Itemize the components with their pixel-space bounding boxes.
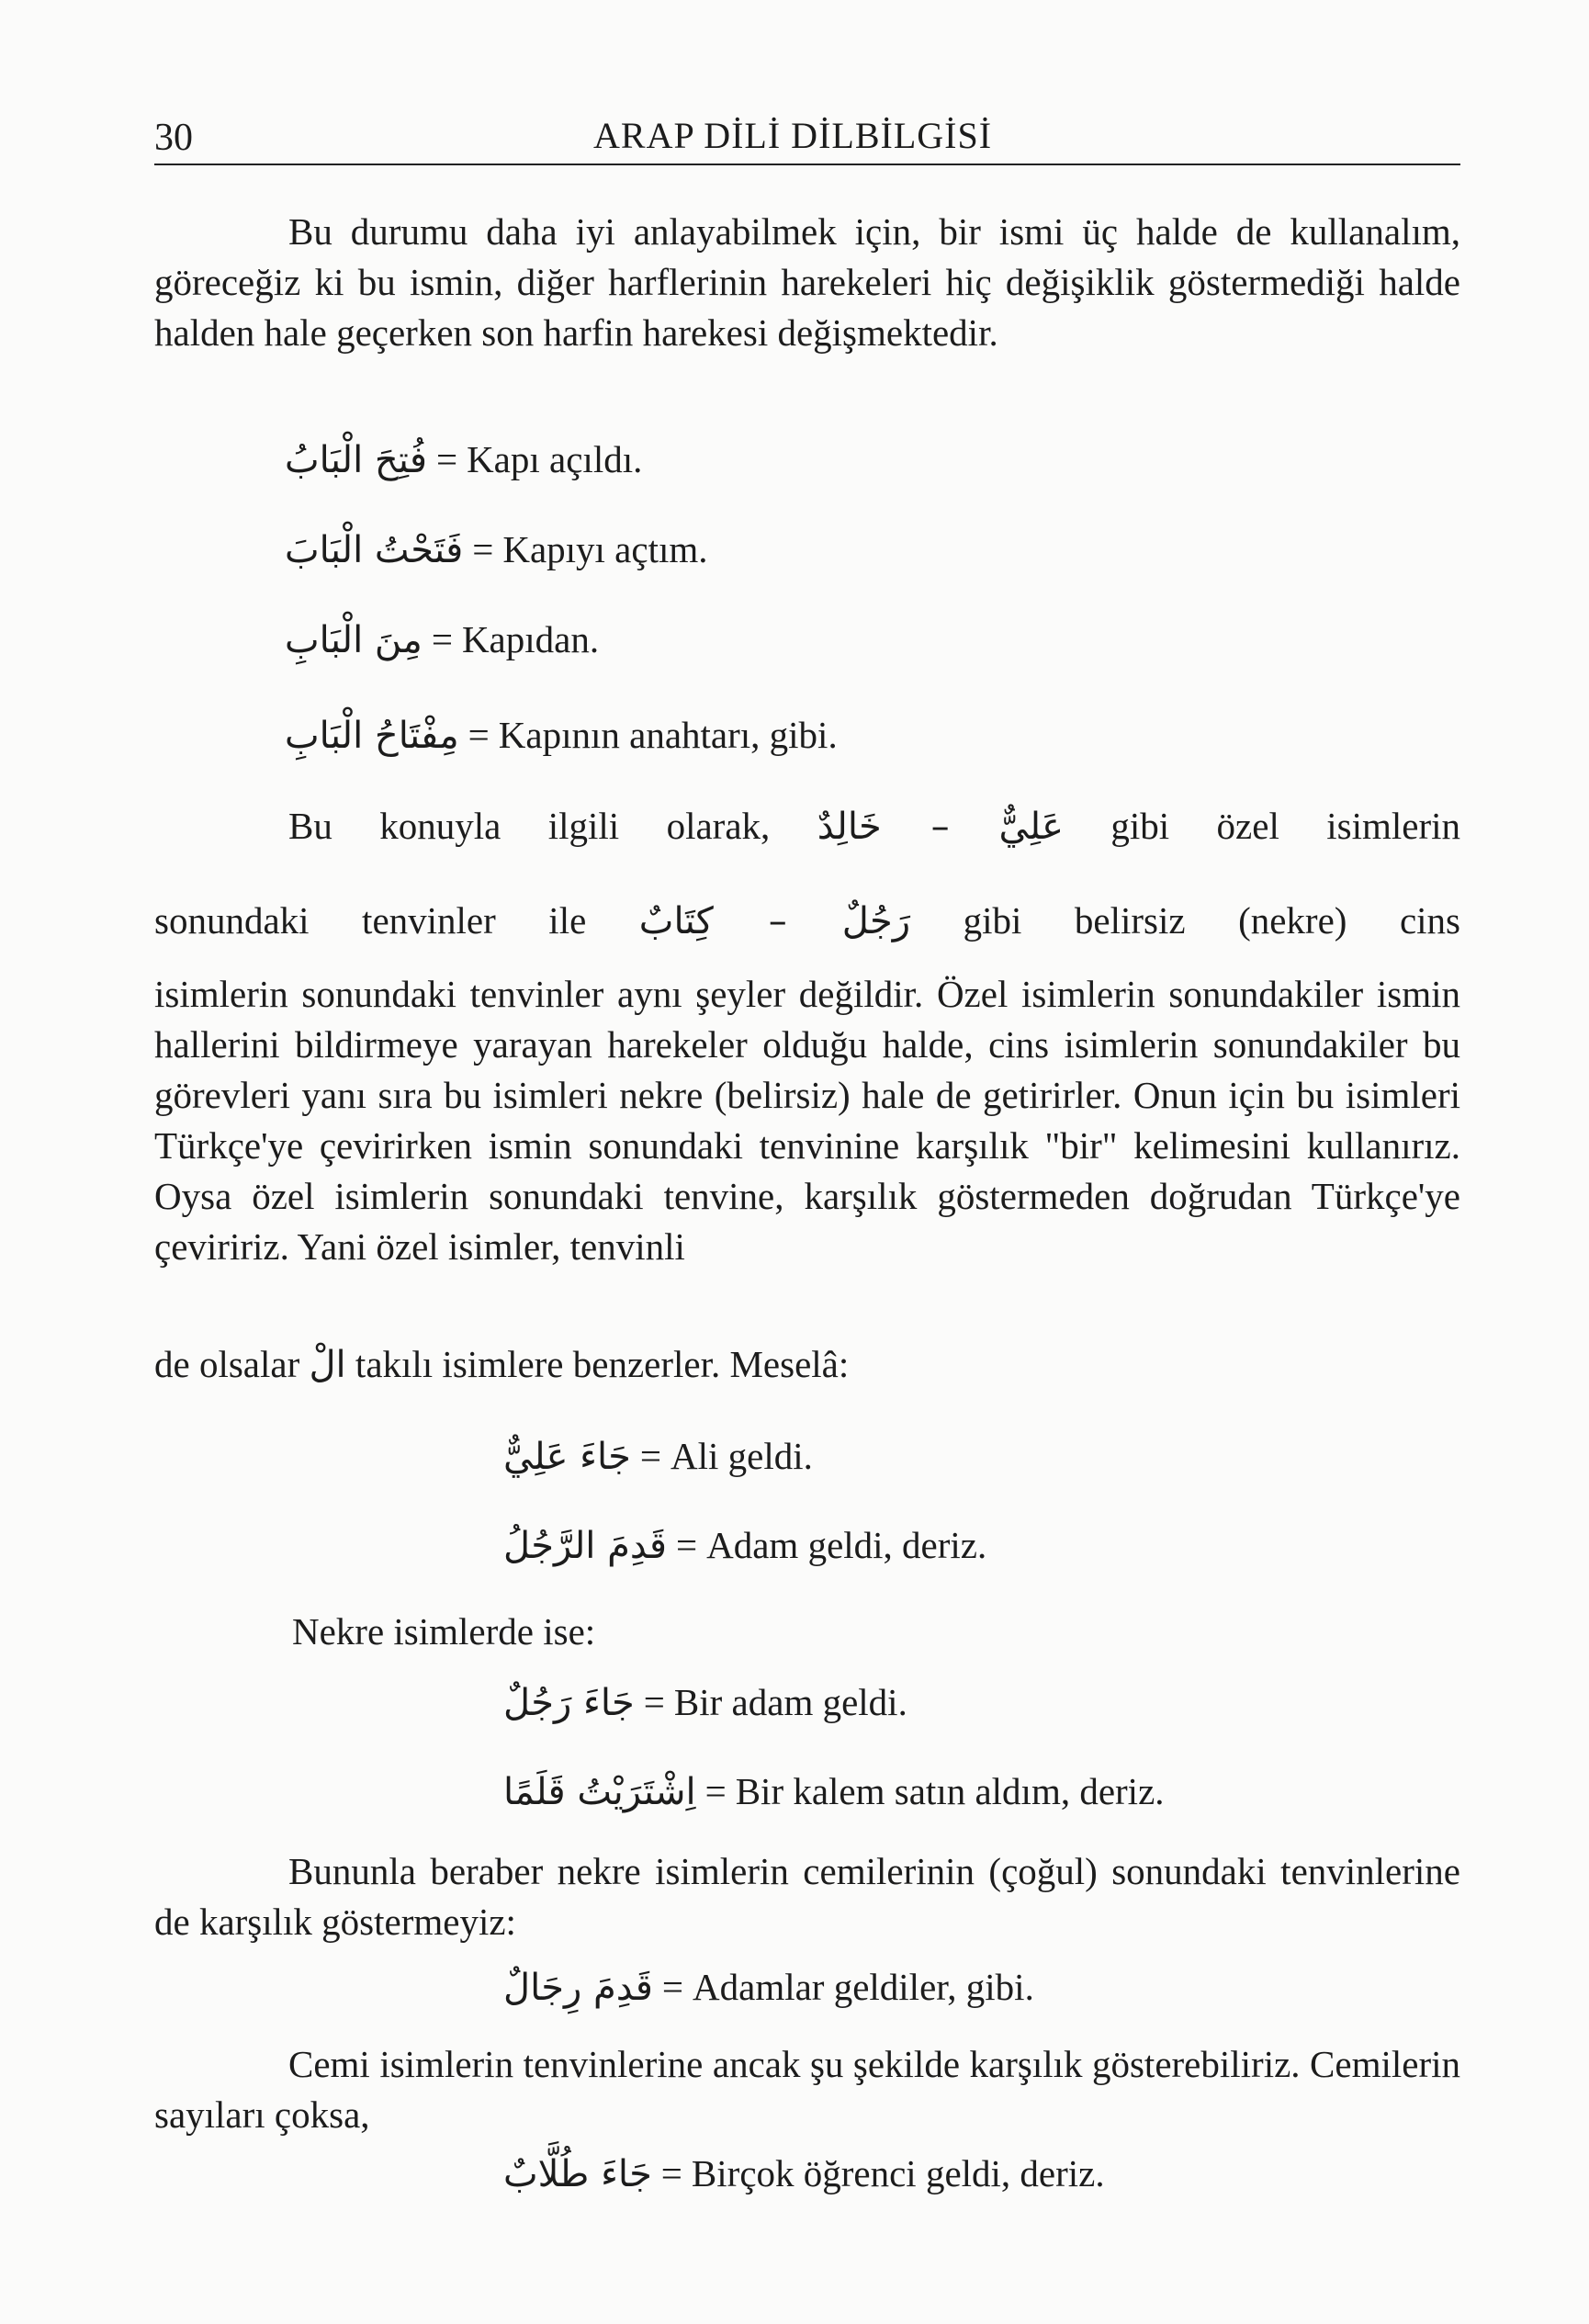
- paragraph-2-line-1: [154, 801, 1460, 856]
- equals-sign: =: [431, 618, 453, 660]
- paragraph-2-line-2: [154, 896, 1460, 951]
- page-header: [154, 108, 1460, 165]
- example-row: [285, 707, 838, 763]
- example-row: [503, 1428, 813, 1484]
- translation: Ali geldi.: [671, 1435, 813, 1477]
- example-row: [503, 2146, 1105, 2202]
- paragraph-2-body: isimlerin sonundaki tenvinler aynı şeyler değildir. Özel isimlerin sonundakiler ismin hallerini bildirmeye yarayan harekeler olduğu halde, cins isimlerin sonundakiler bu görevleri yanı sıra bu isimleri nekre (belirsiz) hale de getirirler. Onun için bu isimleri Türkçe'ye çevirirken ismin sonundaki tenvinine karşılık "bir" kelimesini kullanırız. Oysa özel isimlerin sonundaki tenvine, karşılık göstermeden doğrudan Türkçe'ye çeviririz. Yani özel isimler, tenvinli: [154, 973, 1460, 1268]
- translation: Kapı açıldı.: [467, 438, 643, 480]
- translation: Birçok öğrenci geldi, deriz.: [691, 2152, 1105, 2194]
- equals-sign: =: [468, 714, 490, 756]
- translation: Adam geldi, deriz.: [706, 1524, 987, 1566]
- arabic-phrase: مِنَ الْبَابِ: [285, 619, 423, 661]
- paragraph-2-text: gibi özel isimlerin: [1110, 805, 1461, 847]
- translation: Kapıdan.: [461, 618, 600, 660]
- equals-sign: =: [435, 438, 458, 480]
- arabic-phrase: فَتَحْتُ الْبَابَ: [285, 529, 464, 571]
- arabic-phrase: جَاءَ رَجُلٌ: [503, 1682, 635, 1724]
- arabic-phrase: فُتِحَ الْبَابُ: [285, 439, 427, 481]
- equals-sign: =: [472, 528, 494, 570]
- arabic-phrase: جَاءَ طُلَّابٌ: [503, 2153, 652, 2195]
- example-row: [503, 1764, 1165, 1820]
- translation: Kapının anahtarı, gibi.: [498, 714, 838, 756]
- arabic-phrase: قَدِمَ الرَّجُلُ: [503, 1525, 667, 1567]
- translation: Adamlar geldiler, gibi.: [693, 1966, 1034, 2008]
- arabic-names: عَلِيٌّ – خَالِدٌ: [817, 806, 1064, 848]
- paragraph-1: [154, 207, 1460, 358]
- arabic-phrase: جَاءَ عَلِيٌّ: [503, 1436, 631, 1478]
- translation: Kapıyı açtım.: [502, 528, 708, 570]
- paragraph-1-text: Bu durumu daha iyi anlayabilmek için, bir ismi üç halde de kullanalım, göreceğiz ki bu ismin, diğer harflerinin harekeleri hiç değişiklik göstermediği halde halden hale geçerken son harfin harekesi değişmektedir.: [154, 210, 1460, 354]
- paragraph-2-text: takılı isimlere benzerler. Meselâ:: [355, 1343, 850, 1385]
- equals-sign: =: [660, 2152, 682, 2194]
- arabic-phrase: مِفْتَاحُ الْبَابِ: [285, 715, 459, 757]
- translation: Bir adam geldi.: [673, 1681, 907, 1723]
- paragraph-2-text: de olsalar: [154, 1343, 300, 1385]
- paragraph-2-text: sonundaki tenvinler ile: [154, 899, 587, 942]
- translation: Bir kalem satın aldım, deriz.: [735, 1770, 1165, 1812]
- arabic-phrase: قَدِمَ رِجَالٌ: [503, 1967, 653, 2009]
- running-title: ARAP DİLİ DİLBİLGİSİ: [593, 115, 993, 156]
- page-number: 30: [154, 117, 193, 159]
- arabic-article: الْ: [309, 1344, 346, 1386]
- equals-sign: =: [639, 1435, 662, 1477]
- arabic-common-nouns: رَجُلٌ – كِتَابٌ: [638, 900, 911, 942]
- equals-sign: =: [643, 1681, 665, 1723]
- arabic-phrase: اِشْتَرَيْتُ قَلَمًا: [503, 1771, 696, 1813]
- paragraph-2-last-line: [154, 1339, 1460, 1391]
- example-row: [503, 1517, 986, 1574]
- example-row: [503, 1959, 1034, 2015]
- paragraph-2-text: gibi belirsiz (nekre) cins: [963, 899, 1460, 942]
- paragraph-2-text: Bu konuyla ilgili olarak,: [288, 805, 771, 847]
- equals-sign: =: [676, 1524, 698, 1566]
- example-row: [285, 522, 708, 578]
- equals-sign: =: [661, 1966, 684, 2008]
- example-row: [285, 612, 599, 668]
- paragraph-3: [154, 1846, 1460, 1947]
- paragraph-3-text: Bununla beraber nekre isimlerin cemilerinin (çoğul) sonundaki tenvinlerine de karşılık göstermeyiz:: [154, 1850, 1460, 1943]
- paragraph-4: [154, 2039, 1460, 2140]
- example-row: [285, 432, 642, 488]
- paragraph-4-text: Cemi isimlerin tenvinlerine ancak şu şekilde karşılık gösterebiliriz. Cemilerin sayıları çoksa,: [154, 2043, 1460, 2136]
- equals-sign: =: [704, 1770, 727, 1812]
- nekre-intro: Nekre isimlerde ise:: [292, 1610, 596, 1653]
- example-row: [503, 1675, 907, 1731]
